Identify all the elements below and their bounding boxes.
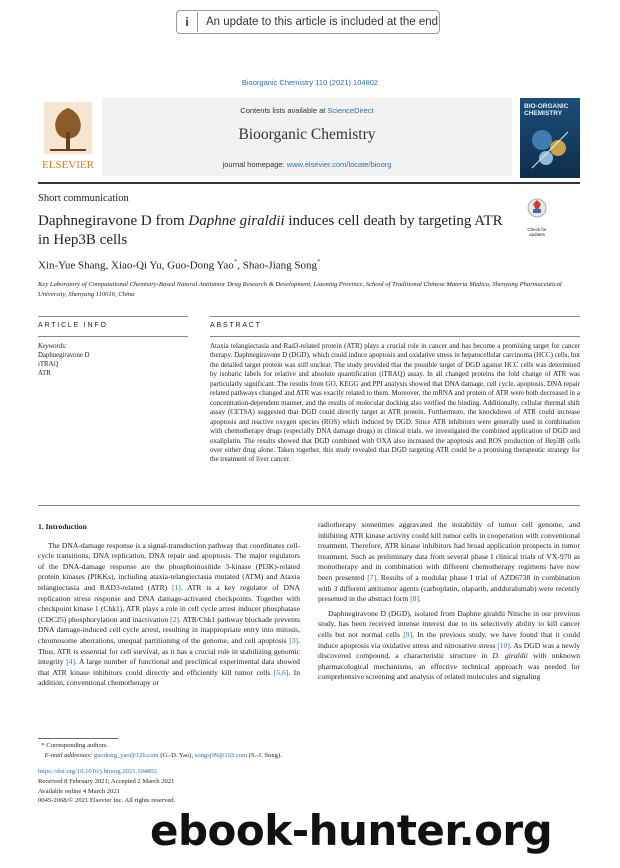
reference-link[interactable]: [1]: [171, 582, 181, 592]
reference-link[interactable]: [4]: [66, 657, 76, 667]
article-info-rule-top: [38, 316, 188, 317]
info-icon: i: [177, 12, 198, 32]
article-info-rule-bottom: [38, 336, 188, 337]
article-info-heading: ARTICLE INFO: [38, 322, 108, 329]
email-link[interactable]: songsj99@163.com: [194, 751, 248, 759]
check-for-updates-label: Check for updates: [527, 227, 547, 237]
journal-cover-image: [520, 98, 580, 178]
author-list: Xin-Yue Shang, Xiao-Qi Yu, Guo-Dong Yao*, Shao-Jiang Song*: [38, 258, 321, 272]
corresponding-author-marker[interactable]: *: [233, 258, 238, 266]
article-title: Daphnegiravone D from Daphne giraldii induces cell death by targeting ATR in Hep3B cells: [38, 213, 503, 248]
abstract-rule-end: [38, 505, 580, 506]
affiliation: Key Laboratory of Computational Chemistry-Based Natural Antitumor Drug Research & Development, Liaoning Province, School of Traditional Chinese Materia Medica, Shenyang Pharmaceutical University, Shenyang 110016, China: [38, 281, 562, 298]
keyword-item: ATR: [38, 370, 51, 377]
reference-link[interactable]: [2]: [170, 614, 180, 624]
keywords-label: Keywords:: [38, 343, 68, 350]
corresponding-author-marker[interactable]: *: [317, 258, 321, 266]
email-link[interactable]: guodong_yao@126.com: [93, 751, 159, 759]
publication-info: [38, 767, 175, 806]
journal-masthead: [102, 98, 512, 176]
reference-link[interactable]: [3]: [289, 635, 299, 645]
sciencedirect-link[interactable]: ScienceDirect: [327, 106, 374, 115]
header-rule: [38, 182, 580, 184]
keywords-block: [38, 342, 188, 378]
body-column-right: [318, 520, 580, 687]
footnote: [38, 741, 578, 760]
doi-link[interactable]: https://doi.org/10.1016/j.bioorg.2021.104802: [38, 768, 157, 775]
journal-citation[interactable]: Bioorganic Chemistry 110 (2021) 104802: [241, 78, 379, 87]
update-notice-text: An update to this article is included at the end: [206, 16, 439, 28]
reference-link[interactable]: [10]: [497, 640, 510, 650]
online-date: Available online 4 March 2021: [38, 787, 120, 795]
abstract-heading: ABSTRACT: [210, 322, 262, 329]
email-addresses: E-mail addresses: guodong_yao@126.com (G.-D. Yao), songsj99@163.com (S.-J. Song).: [44, 751, 282, 759]
reference-link[interactable]: [9]: [403, 629, 413, 639]
abstract-text: Ataxia telangiectasia and Rad3-related protein (ATR) plays a crucial role in cancer and has become a promising target for cancer therapy. Daphnegiravone D (DGD), which could induce apoptosis and oxidative stress in hepatocellular carcinoma (HCC) cells, but the detailed target protein was still unclear. The study provided that the possible target of DGD against HCC cells was determined by isobaric labels for relative and absolute quantification (iTRAQ) assay. In all changed proteins the fold change of ATR was particularly significant. The results from GO, KEGG and PPI analysis showed that DNA damage, cell cycle, apoptosis, DNA repair related pathways changed and ATR was exactly related to them. Moreover, the mRNA and protein of ATR were both decreased in a concentration-dependent manner, and the results of molecular docking also verified the binding. Additionally, cellular thermal shift assay (CETSA) suggested that DGD could directly target at ATR protein. Furthermore, the knockdown of ATR could increase apoptosis and reactive oxygen species (ROS) which induced by DGD. Since ATR inhibitors were generally used in combination with chemotherapy drugs (especially DNA damage drugs) in clinical trials, we investigated the combined application of DGD and oxaliplatin. The results showed that DGD combined with OXA also increased the apoptosis and ROS production of Hep3B cells over either drug alone. Taken together, this study revealed that DGD targeting ATR could be a promising therapeutic strategy for the treatment of liver cancer.: [210, 342, 580, 464]
received-dates: Received 8 February 2021; Accepted 2 March 2021: [38, 777, 175, 785]
check-for-updates-badge[interactable]: [522, 196, 552, 237]
article-type: Short communication: [38, 193, 129, 204]
journal-homepage-link[interactable]: www.elsevier.com/locate/bioorg: [286, 160, 392, 169]
contents-line: Contents lists available at ScienceDirect: [240, 106, 374, 115]
intro-paragraph-2: radiotherapy sometimes aggravated the instability of tumor cell genome, and inhibiting ATR kinase activity could kill tumor cells in cooperation with conventional treatment. Therefore, ATR kinase inhibitors had broad application prospects in tumor treatment. Such as preliminary data from several phase I clinical trials of VX-970 as monotherapy and in combination with different chemotherapy regimens have now been presented [7]. Results of a modular phase I trial of AZD6738 in combination with 3 different antitumor agents (carboplatin, olaparib, andduralumab) were recently presented in the abstract form [8].: [318, 520, 580, 604]
journal-homepage-line: journal homepage: www.elsevier.com/locate/bioorg: [222, 160, 392, 169]
keyword-item: Daphnegiravone D: [38, 352, 90, 359]
update-notice-banner[interactable]: [176, 10, 440, 34]
journal-name: Bioorganic Chemistry: [238, 126, 376, 143]
keyword-item: iTRAQ: [38, 361, 59, 368]
elsevier-logo: [38, 98, 98, 178]
reference-link[interactable]: [5,6]: [273, 667, 289, 677]
intro-paragraph-3: Daphnegiravone D (DGD), isolated from Daphne giraldii Nitsche in our previous study, has been received intense interest due to its selectively ability to kill cancer cells but not normal cells [9]. In the previous study, we have found that it could induce apoptosis via oxidative stress and nitrosative stress [10]. As DGD was a newly discovered compound, a characteristic structure in D. giraldii with unknown pharmacological mechanisms, an effective technical approach was needed for comprehensive screening and analysis of related molecules and signaling: [318, 608, 580, 682]
corresponding-authors-note: * Corresponding authors.: [38, 742, 109, 749]
svg-text:ELSEVIER: ELSEVIER: [42, 159, 94, 171]
footnote-rule: [38, 738, 118, 739]
watermark: ebook-hunter.org: [150, 806, 553, 855]
reference-link[interactable]: [7]: [367, 572, 377, 582]
intro-paragraph-1: The DNA-damage response is a signal-transduction pathway that coordinates cell-cycle transitions, DNA replication, DNA repair and apoptosis. The major regulators of the DNA-damage response are the phosphoinositide 3-kinase (PI3K)-related protein kinases (PIKKs), including ataxia-telangiectasia mutated (ATM) and Ataxia telangiectasia and RAD3-related (ATR) [1]. ATR is a key regulator of DNA replication stress response and DNA damage-activated checkpoints. Together with checkpoint kinase 1 (Chk1), ATR plays a role in cell cycle arrest inducer phosphatase (CDC25) phosphorylation and inactivation [2]. ATR/Chk1 pathway blockade prevents DNA damage-induced cell cycle arrest, resulting in inappropriate entry into mitosis, chromosome aberrations, unequal partitioning of the genome, and cell apoptosis [3]. Thus, ATR is essential for cell survival, as it has a crucial role in stabilizing genomic integrity [4]. A large number of functional and preclinical experimental data showed that ATR kinase inhibitors could directly and efficiently kill tumor cells [5,6]. In addition, conventional chemotherapy or: [38, 540, 301, 688]
section-heading-introduction: 1. Introduction: [38, 522, 87, 531]
cover-title: BIO-ORGANIC CHEMISTRY: [524, 103, 569, 118]
copyright: 0045-2068/© 2021 Elsevier Inc. All rights reserved.: [38, 797, 176, 805]
body-column-left: [38, 520, 300, 693]
reference-link[interactable]: [8]: [410, 594, 420, 604]
abstract-rule-bottom: [210, 336, 580, 337]
abstract-rule-top: [210, 316, 580, 317]
